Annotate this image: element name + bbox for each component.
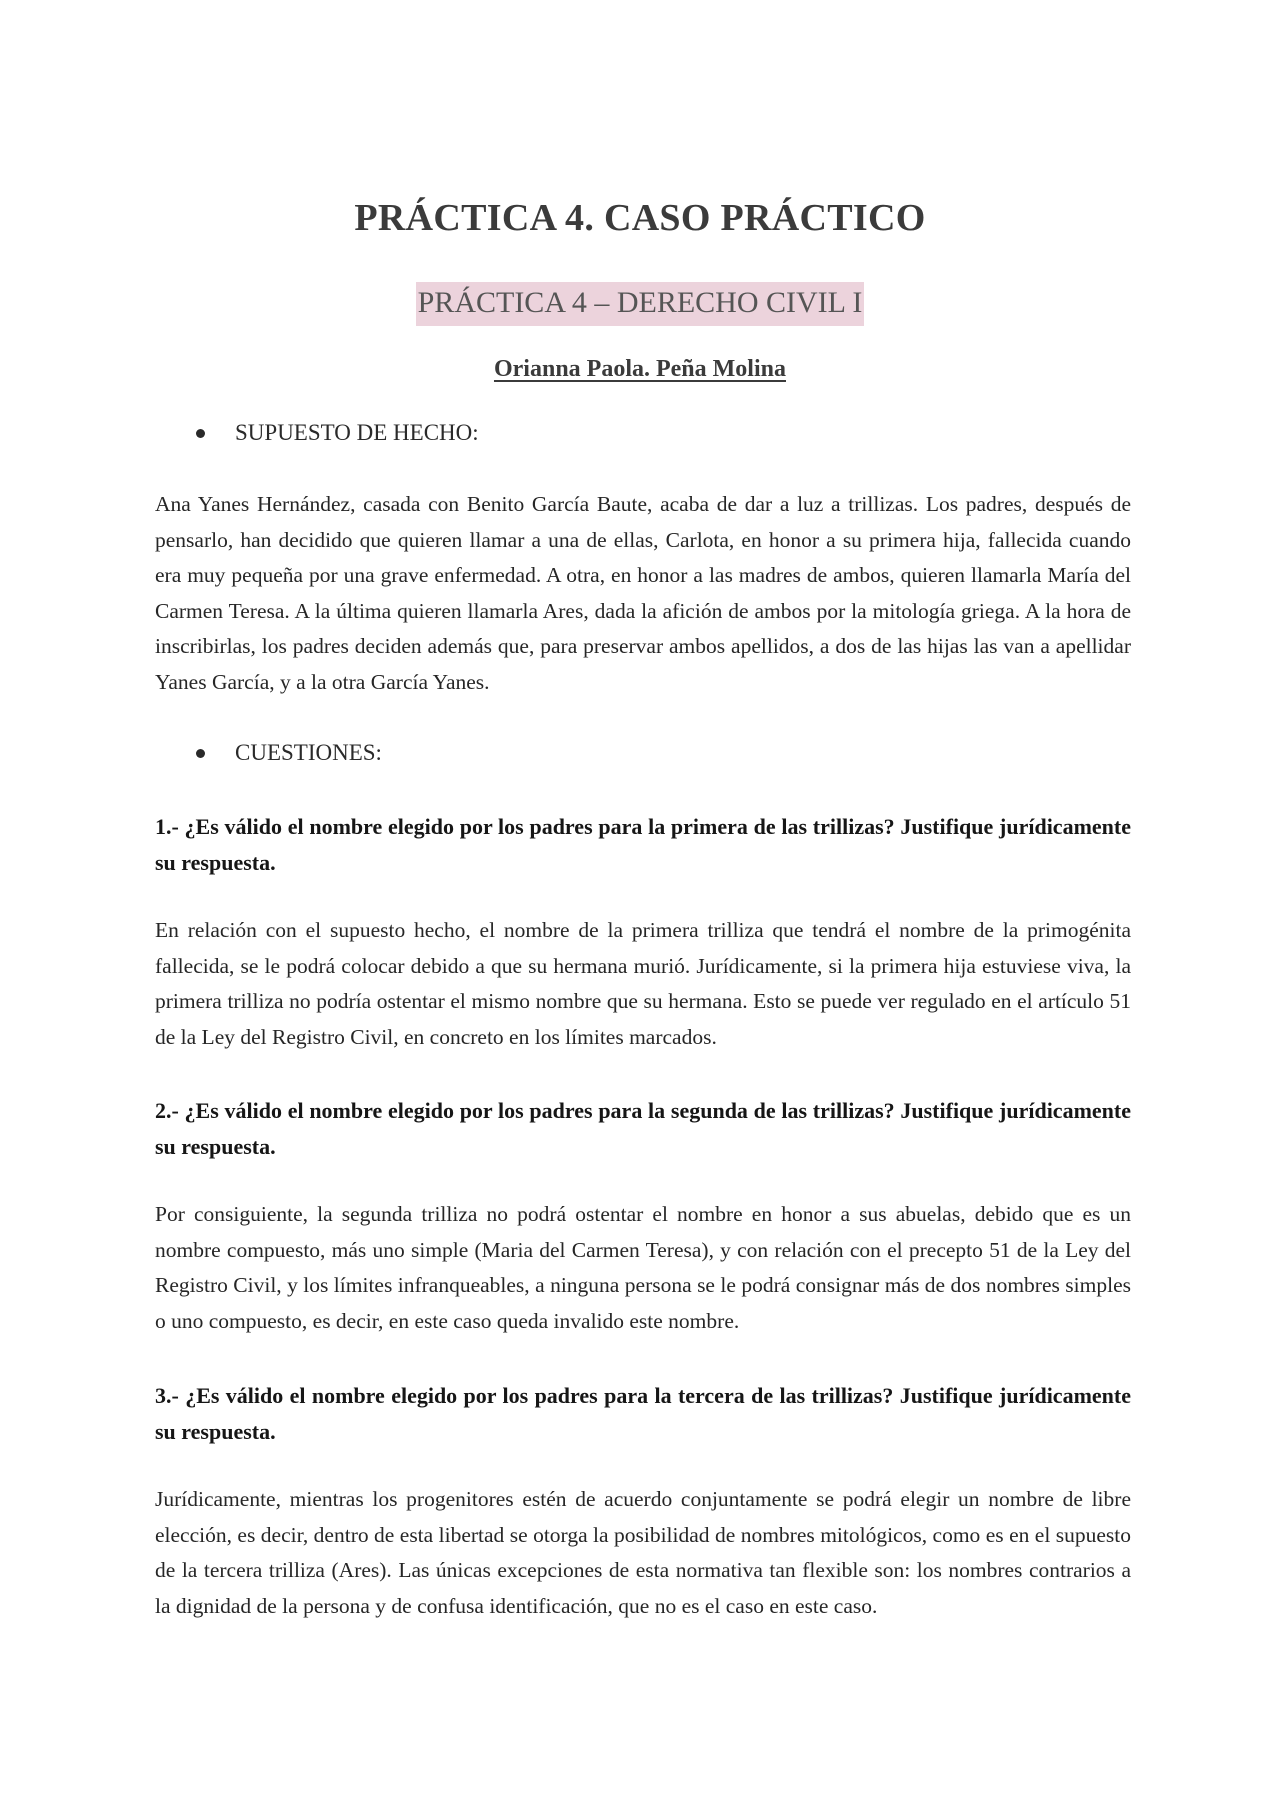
question-2: 2.- ¿Es válido el nombre elegido por los padres para la segunda de las trillizas? Justifique jurídicamente su respuesta. <box>155 1098 1131 1159</box>
question-3: 3.- ¿Es válido el nombre elegido por los padres para la tercera de las trillizas? Justifique jurídicamente su respuesta. <box>155 1383 1131 1444</box>
facts-heading-label: SUPUESTO DE HECHO: <box>235 420 479 445</box>
answer-3: Jurídicamente, mientras los progenitores estén de acuerdo conjuntamente se podrá elegir un nombre de libre elección, es decir, dentro de esta libertad se otorga la posibilidad de nombres mitológicos, como es en el supuesto de la tercera trilliza (Ares). Las únicas excepciones de esta normativa tan flexible son: los nombres contrarios a la dignidad de la persona y de confusa identificación, que no es el caso en este caso. <box>155 1487 1131 1618</box>
subtitle-container <box>0 282 1280 326</box>
subtitle-highlight: PRÁCTICA 4 – DERECHO CIVIL I <box>416 282 865 326</box>
page-title: PRÁCTICA 4. CASO PRÁCTICO <box>354 197 926 239</box>
answer-1: En relación con el supuesto hecho, el nombre de la primera trilliza que tendrá el nombre de la primogénita fallecida, se le podrá colocar debido a que su hermana murió. Jurídicamente, si la primera hija estuviese viva, la primera trilliza no podría ostentar el mismo nombre que su hermana. Esto se puede ver regulado en el artículo 51 de la Ley del Registro Civil, en concreto en los límites marcados. <box>155 918 1131 1049</box>
facts-paragraph: Ana Yanes Hernández, casada con Benito García Baute, acaba de dar a luz a trillizas. Los padres, después de pensarlo, han decidido que quieren llamar a una de ellas, Carlota, en honor a su primera hija, fallecida cuando era muy pequeña por una grave enfermedad. A otra, en honor a las madres de ambos, quieren llamarla María del Carmen Teresa. A la última quieren llamarla Ares, dada la afición de ambos por la mitología griega. A la hora de inscribirlas, los padres deciden además que, para preservar ambos apellidos, a dos de las hijas las van a apellidar Yanes García, y a la otra García Yanes. <box>155 492 1131 694</box>
bullet-icon <box>196 749 205 758</box>
author-name: Orianna Paola. Peña Molina <box>493 356 786 382</box>
questions-heading <box>196 740 382 766</box>
facts-heading <box>196 420 479 446</box>
answer-2: Por consiguiente, la segunda trilliza no podrá ostentar el nombre en honor a sus abuelas, debido que es un nombre compuesto, más uno simple (Maria del Carmen Teresa), y con relación con el precepto 51 de la Ley del Registro Civil, y los límites infranqueables, a ninguna persona se le podrá consignar más de dos nombres simples o uno compuesto, es decir, en este caso queda invalido este nombre. <box>155 1202 1131 1333</box>
question-1: 1.- ¿Es válido el nombre elegido por los padres para la primera de las trillizas? Justifique jurídicamente su respuesta. <box>155 814 1131 875</box>
questions-heading-label: CUESTIONES: <box>235 740 382 765</box>
bullet-icon <box>196 429 205 438</box>
